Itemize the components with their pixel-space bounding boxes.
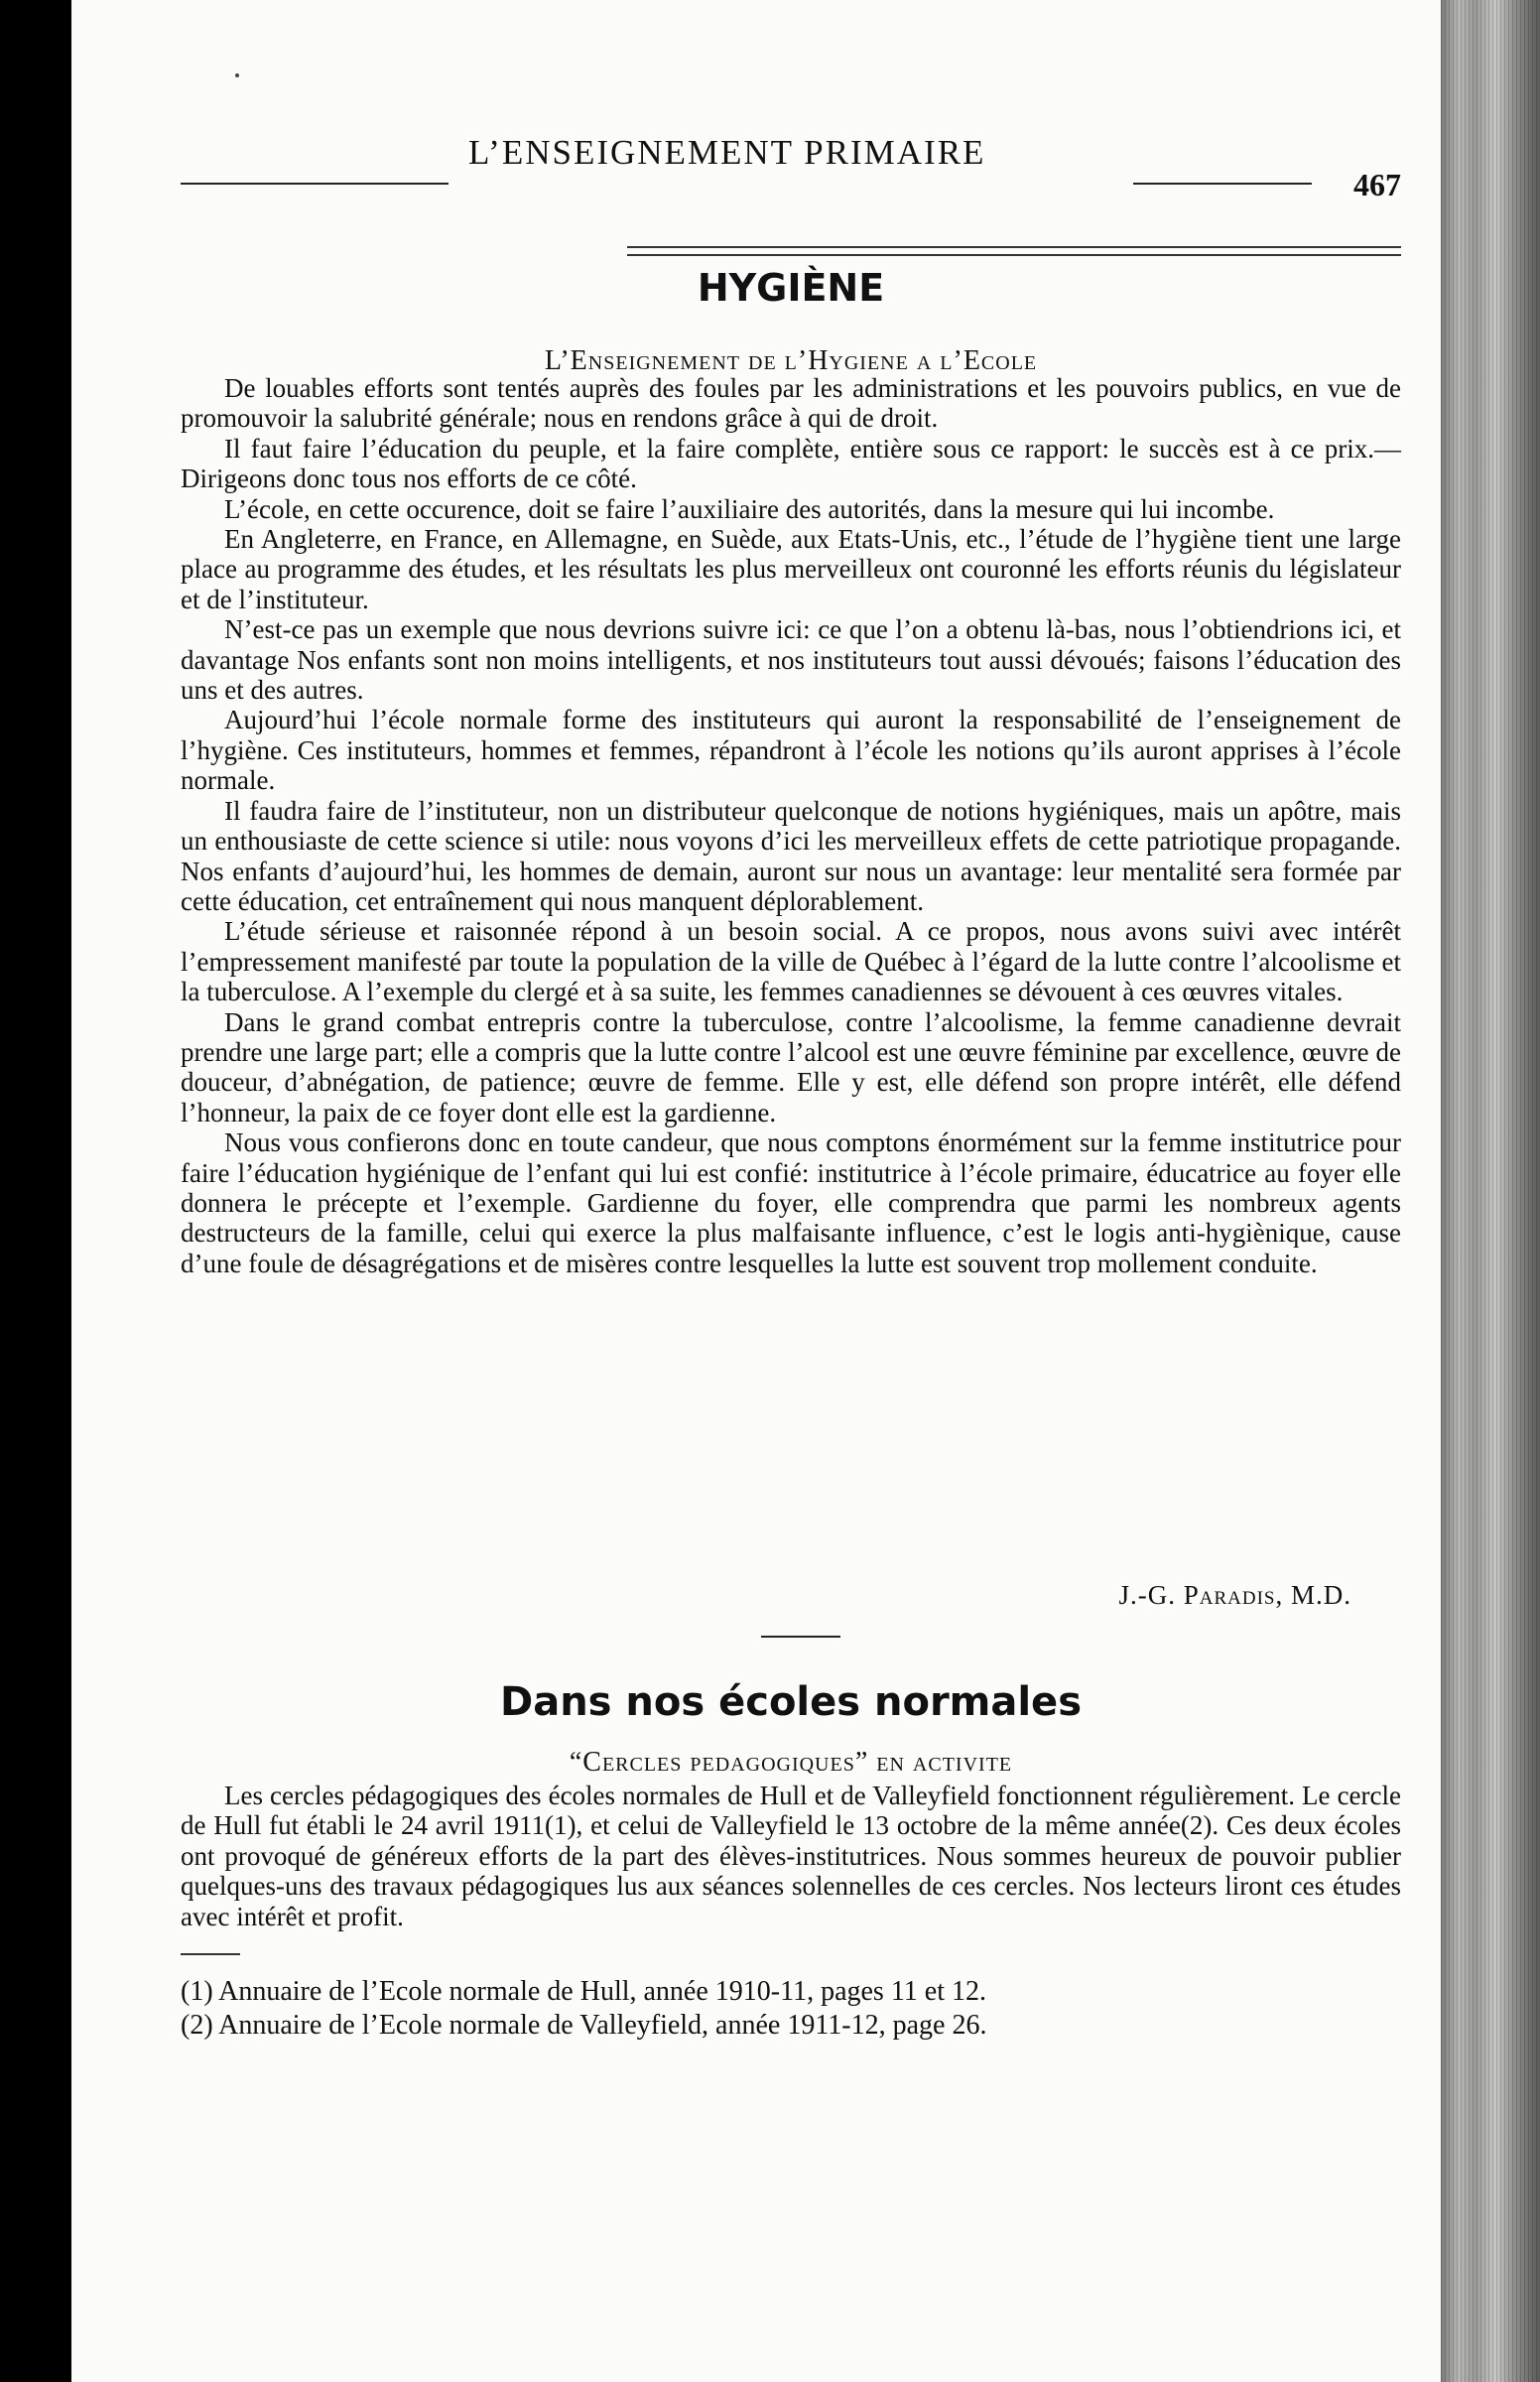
header-rule-right bbox=[1133, 183, 1312, 185]
paragraph: Il faut faire l’éducation du peuple, et la faire complète, entière sous ce rapport: le succès est à ce prix.—Dirigeons donc tous nos efforts de ce côté. bbox=[181, 433, 1401, 494]
signature-initials: J.-G. bbox=[1118, 1580, 1176, 1610]
paragraph: De louables efforts sont tentés auprès des foules par les administrations et les pouvoirs publics, en vue de promouvoir la salubrité générale; nous en rendons grâce à qui de droit. bbox=[181, 373, 1401, 434]
hygiene-article-body bbox=[181, 373, 1401, 1278]
paragraph: En Angleterre, en France, en Allemagne, en Suède, aux Etats-Unis, etc., l’étude de l’hygiène tient une large place au programme des études, et les résultats les plus merveilleux ont couronné les efforts réunis du législateur et de l’instituteur. bbox=[181, 524, 1401, 614]
ecoles-article-body bbox=[181, 1781, 1401, 1931]
signature-name: Paradis, bbox=[1183, 1580, 1284, 1610]
running-head bbox=[181, 127, 1401, 202]
footnotes bbox=[181, 1975, 1401, 2043]
paragraph: Nous vous confierons donc en toute candeur, que nous comptons énormément sur la femme institutrice pour faire l’éducation hygiénique de l’enfant qui lui est confié: institutrice à l’école primaire, éducatrice au foyer elle donnera le précepte et l’exemple. Gardienne du foyer, elle comprendra que parmi les nombreux agents destructeurs de la famille, celui qui exerce la plus malfaisante influence, c’est le logis anti-hygiènique, cause d’une foule de désagrégations et de misères contre lesquelles la lutte est souvent trop mollement conduite. bbox=[181, 1127, 1401, 1278]
footnote: (2) Annuaire de l’Ecole normale de Valleyfield, année 1911-12, page 26. bbox=[181, 2010, 987, 2041]
paragraph: L’école, en cette occurence, doit se faire l’auxiliaire des autorités, dans la mesure qui lui incombe. bbox=[224, 493, 1275, 524]
header-rule-left bbox=[181, 183, 449, 185]
paragraph: Dans le grand combat entrepris contre la tuberculose, contre l’alcoolisme, la femme canadienne devrait prendre une large part; elle a compris que la lutte contre l’alcool est une œuvre féminine par excellence, œuvre de douceur, d’abnégation, de patience; œuvre de femme. Elle y est, elle défend son propre intérêt, elle défend l’honneur, la paix de ce foyer dont elle est la gardienne. bbox=[181, 1006, 1401, 1127]
paragraph: Il faudra faire de l’instituteur, non un distributeur quelconque de notions hygiéniques, mais un apôtre, mais un enthousiaste de cette science si utile: nous voyons d’ici les merveilleux effets de cette patriotique propagande. Nos enfants d’aujourd’hui, les hommes de demain, auront sur nous un avantage: leur mentalité sera formée par cette éducation, cet entraînement qui nous manquent déplorablement. bbox=[181, 795, 1401, 916]
book-page-edge-lines bbox=[1441, 0, 1540, 2382]
paragraph: Les cercles pédagogiques des écoles normales de Hull et de Valleyfield fonctionnent régulièrement. Le cercle de Hull fut établi le 24 avril 1911(1), et celui de Valleyfield le 13 octobre de la même année(2). Ces deux écoles ont provoqué de généreux efforts de la part des élèves-institutrices. Nous sommes heureux de pouvoir publier quelques-uns des travaux pédagogiques lus aux séances solennelles de ces cercles. Nos lecteurs liront ces études avec intérêt et profit. bbox=[181, 1781, 1401, 1931]
book-page bbox=[71, 0, 1441, 2382]
speck-mark bbox=[235, 73, 239, 77]
section-subtitle-cercles: “Cercles pedagogiques” en activite bbox=[569, 1747, 1013, 1778]
article-signature bbox=[1118, 1580, 1351, 1611]
signature-degree: M.D. bbox=[1290, 1580, 1351, 1610]
section-title-hygiene: HYGIÈNE bbox=[697, 266, 885, 310]
section-subtitle-hygiene: L’Enseignement de l’Hygiene a l’Ecole bbox=[544, 345, 1038, 376]
footnote: (1) Annuaire de l’Ecole normale de Hull, année 1910-11, pages 11 et 12. bbox=[181, 1976, 986, 2007]
section-separator-rule bbox=[761, 1636, 840, 1638]
section-title-ecoles-normales: Dans nos écoles normales bbox=[500, 1679, 1082, 1725]
footnote-rule bbox=[181, 1953, 240, 1955]
paragraph: N’est-ce pas un exemple que nous devrions suivre ici: ce que l’on a obtenu là-bas, nous l’obtiendrions ici, et davantage Nos enfants sont non moins intelligents, et nos instituteurs tout aussi dévoués; faisons l’éducation des uns et des autres. bbox=[181, 614, 1401, 706]
section-double-rule bbox=[627, 246, 1401, 256]
paragraph: Aujourd’hui l’école normale forme des instituteurs qui auront la responsabilité de l’enseignement de l’hygiène. Ces instituteurs, hommes et femmes, répandront à l’école les notions qu’ils auront apprises à l’école normale. bbox=[181, 705, 1401, 796]
page-number: 467 bbox=[1353, 167, 1401, 202]
paragraph: L’étude sérieuse et raisonnée répond à un besoin social. A ce propos, nous avons suivi avec intérêt l’empressement manifesté par toute la population de la ville de Québec à l’égard de la lutte contre l’alcoolisme et la tuberculose. A l’exemple du clergé et à sa suite, les femmes canadiennes se dévouent à ces œuvres vitales. bbox=[181, 916, 1401, 1007]
running-title: L’ENSEIGNEMENT PRIMAIRE bbox=[468, 133, 986, 172]
